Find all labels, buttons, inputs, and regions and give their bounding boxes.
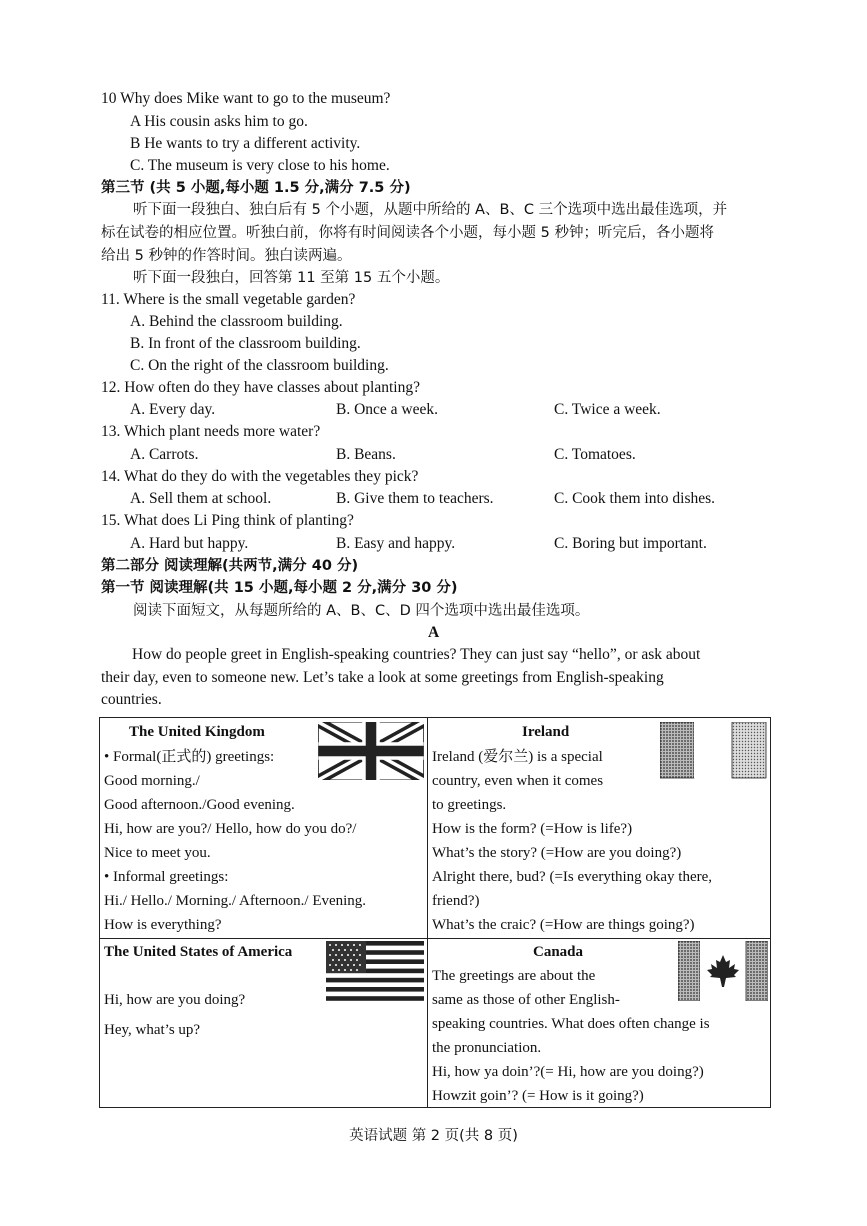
part-2-section-1-heading: 第一节 阅读理解(共 15 小题,每小题 2 分,满分 30 分) [101, 580, 458, 596]
question-15-option-b: B. Easy and happy. [336, 535, 456, 552]
question-10-option-c: C. The museum is very close to his home. [130, 157, 390, 174]
question-15-option-a: A. Hard but happy. [130, 535, 249, 552]
question-11-option-b: B. In front of the classroom building. [130, 335, 361, 352]
ireland-line-1: Ireland (爱尔兰) is a special [432, 749, 603, 765]
uk-line-5: Nice to meet you. [104, 845, 211, 861]
uk-line-4: Hi, how are you?/ Hello, how do you do?/ [104, 821, 357, 837]
question-12-option-b: B. Once a week. [336, 401, 438, 418]
question-13-option-a: A. Carrots. [130, 446, 199, 463]
uk-line-2: Good morning./ [104, 773, 200, 789]
question-14-stem: 14. What do they do with the vegetables they pick? [101, 468, 419, 485]
canada-line-5: Hi, how ya doin’?(= Hi, how are you doing?) [432, 1064, 704, 1080]
uk-line-8: How is everything? [104, 917, 222, 933]
section-3-heading: 第三节 (共 5 小题,每小题 1.5 分,满分 7.5 分) [101, 180, 411, 196]
table-row-divider [99, 938, 771, 939]
canada-line-3: speaking countries. What does often change is [432, 1016, 710, 1032]
question-11-option-a: A. Behind the classroom building. [130, 313, 343, 330]
usa-line-1: Hi, how are you doing? [104, 992, 246, 1008]
canada-line-6: Howzit goin’? (= How is it going?) [432, 1088, 644, 1104]
question-10-stem: 10 Why does Mike want to go to the museum? [101, 90, 391, 107]
question-14-option-b: B. Give them to teachers. [336, 490, 494, 507]
question-14-option-c: C. Cook them into dishes. [554, 490, 716, 507]
canada-line-1: The greetings are about the [432, 968, 596, 984]
ireland-title: Ireland [522, 724, 570, 740]
question-10-option-b: B He wants to try a different activity. [130, 135, 361, 152]
passage-intro-line-2: their day, even to someone new. Let’s take a look at some greetings from English-speaking [101, 669, 664, 686]
page-footer: 英语试题 第 2 页(共 8 页) [349, 1128, 518, 1144]
uk-line-1: • Formal(正式的) greetings: [104, 749, 275, 765]
usa-line-2: Hey, what’s up? [104, 1022, 201, 1038]
canada-flag-icon [678, 941, 768, 1001]
uk-title: The United Kingdom [129, 724, 265, 740]
question-11-option-c: C. On the right of the classroom building. [130, 357, 389, 374]
section-3-instruction-1: 听下面一段独白、独白后有 5 个小题，从题中所给的 A、B、C 三个选项中选出最佳选项，并 [133, 202, 728, 218]
ireland-flag-icon [660, 722, 768, 780]
question-13-stem: 13. Which plant needs more water? [101, 423, 321, 440]
ireland-line-5: What’s the story? (=How are you doing?) [432, 845, 682, 861]
uk-line-7: Hi./ Hello./ Morning./ Afternoon./ Evening. [104, 893, 367, 909]
section-3-instruction-4: 听下面一段独白，回答第 11 至第 15 五个小题。 [133, 270, 450, 286]
section-3-instruction-2: 标在试卷的相应位置。听独白前，你将有时间阅读各个小题，每小题 5 秒钟；听完后，各小题将 [101, 225, 714, 241]
question-12-stem: 12. How often do they have classes about planting? [101, 379, 420, 396]
question-14-option-a: A. Sell them at school. [130, 490, 272, 507]
canada-line-4: the pronunciation. [432, 1040, 542, 1056]
uk-line-3: Good afternoon./Good evening. [104, 797, 295, 813]
question-11-stem: 11. Where is the small vegetable garden? [101, 291, 356, 308]
uk-line-6: • Informal greetings: [104, 869, 229, 885]
part-2-instruction: 阅读下面短文，从每题所给的 A、B、C、D 四个选项中选出最佳选项。 [133, 603, 590, 619]
question-10-option-a: A His cousin asks him to go. [130, 113, 308, 130]
uk-flag-icon [318, 722, 424, 780]
question-13-option-b: B. Beans. [336, 446, 396, 463]
ireland-line-2: country, even when it comes [432, 773, 604, 789]
usa-flag-icon [326, 941, 424, 1001]
passage-letter: A [428, 624, 440, 641]
question-12-option-c: C. Twice a week. [554, 401, 661, 418]
part-2-heading: 第二部分 阅读理解(共两节,满分 40 分) [101, 558, 359, 574]
question-15-stem: 15. What does Li Ping think of planting? [101, 512, 354, 529]
ireland-line-6: Alright there, bud? (=Is everything okay there, [432, 869, 713, 885]
usa-title: The United States of America [104, 944, 293, 960]
passage-intro-line-3: countries. [101, 691, 162, 708]
canada-line-2: same as those of other English- [432, 992, 620, 1008]
table-column-divider [427, 717, 428, 1108]
ireland-line-4: How is the form? (=How is life?) [432, 821, 633, 837]
ireland-line-3: to greetings. [432, 797, 507, 813]
question-15-option-c: C. Boring but important. [554, 535, 707, 552]
ireland-line-8: What’s the craic? (=How are things going?) [432, 917, 695, 933]
question-13-option-c: C. Tomatoes. [554, 446, 636, 463]
section-3-instruction-3: 给出 5 秒钟的作答时间。独白读两遍。 [101, 248, 352, 264]
canada-title: Canada [533, 944, 584, 960]
passage-intro-line-1: How do people greet in English-speaking countries? They can just say “hello”, or ask about [132, 646, 701, 663]
question-12-option-a: A. Every day. [130, 401, 216, 418]
ireland-line-7: friend?) [432, 893, 480, 909]
